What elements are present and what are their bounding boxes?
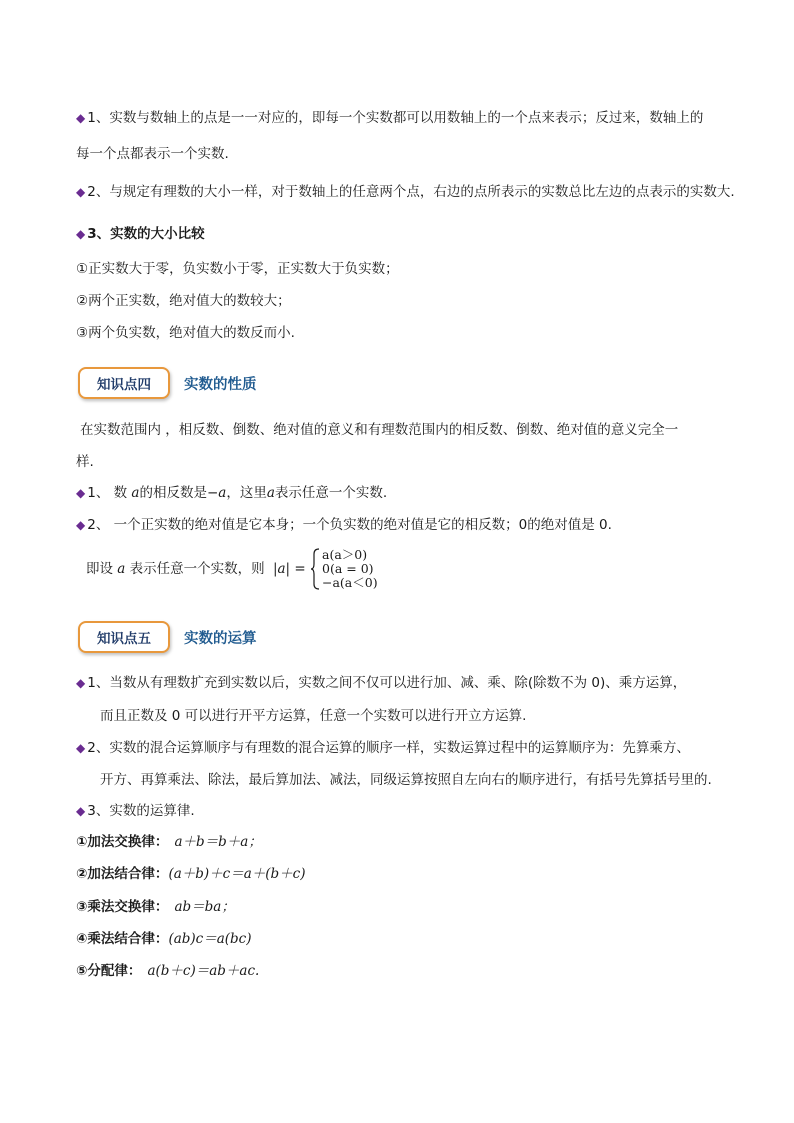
diamond-bullet-icon: ◆ — [76, 804, 86, 818]
section-5-title: 实数的运算 — [184, 630, 257, 647]
s4-item-2: ◆ 2、 一个正实数的绝对值是它本身；一个负实数的绝对值是它的相反数；0的绝对值是 0. — [76, 517, 612, 533]
section-4-badge: 知识点四 — [78, 367, 170, 399]
s3-rule-2: ②两个正实数，绝对值大的数较大； — [76, 293, 291, 309]
s4-intro-line-2: 样. — [76, 454, 94, 470]
s5-paragraph-2-line-2: 开方、再算乘法、除法，最后算加法、减法，同级运算按照自左向右的顺序进行，有括号先算括号里的. — [100, 772, 712, 788]
law-2: ②加法结合律：(a＋b)＋c＝a＋(b＋c) — [76, 866, 306, 882]
law-1: ①加法交换律： a＋b＝b＋a； — [76, 834, 262, 850]
section-5-header — [78, 618, 257, 656]
case-2: 0(a = 0) — [322, 561, 374, 576]
left-brace-icon — [310, 548, 320, 590]
s5-paragraph-2-line-1: ◆ 2、实数的混合运算顺序与有理数的混合运算的顺序一样，实数运算过程中的运算顺序为：先算乘方、 — [76, 740, 690, 756]
diamond-bullet-icon: ◆ — [76, 486, 86, 500]
diamond-bullet-icon: ◆ — [76, 227, 86, 241]
diamond-bullet-icon: ◆ — [76, 185, 86, 199]
law-4: ④乘法结合律：(ab)c＝a(bc) — [76, 931, 252, 947]
s3-rule-3: ③两个负实数，绝对值大的数反而小. — [76, 325, 295, 341]
piecewise-cases — [310, 548, 378, 590]
s4-abs-formula: 即设 a 表示任意一个实数，则 |a| = a(a＞0) 0(a = 0) −a(a＜0) — [86, 547, 378, 590]
case-3: −a(a＜0) — [322, 575, 378, 590]
s5-paragraph-1-line-1: ◆ 1、当数从有理数扩充到实数以后，实数之间不仅可以进行加、减、乘、除(除数不为 0)、乘方运算， — [76, 675, 687, 691]
law-5: ⑤分配律： a(b＋c)＝ab＋ac. — [76, 963, 260, 979]
s3-rule-1: ①正实数大于零，负实数小于零，正实数大于负实数； — [76, 261, 399, 277]
s3-paragraph-2: ◆ 2、与规定有理数的大小一样，对于数轴上的任意两个点，右边的点所表示的实数总比左边的点表示的实数大. — [76, 184, 735, 200]
s3-paragraph-1-line-1: ◆ 1、实数与数轴上的点是一一对应的，即每一个实数都可以用数轴上的一个点来表示；反过来，数轴上的 — [76, 110, 704, 126]
diamond-bullet-icon: ◆ — [76, 111, 86, 125]
diamond-bullet-icon: ◆ — [76, 741, 86, 755]
s5-paragraph-1-line-2: 而且正数及 0 可以进行开平方运算，任意一个实数可以进行开立方运算. — [100, 708, 527, 724]
diamond-bullet-icon: ◆ — [76, 676, 86, 690]
diamond-bullet-icon: ◆ — [76, 518, 86, 532]
section-4-title: 实数的性质 — [184, 376, 257, 393]
s4-intro-line-1: 在实数范围内 ，相反数、倒数、绝对值的意义和有理数范围内的相反数、倒数、绝对值的意义完全一 — [80, 422, 679, 438]
section-5-badge: 知识点五 — [78, 621, 170, 653]
s3-paragraph-3-title: ◆ 3、实数的大小比较 — [76, 226, 205, 242]
s5-paragraph-3: ◆ 3、实数的运算律. — [76, 803, 195, 819]
section-4-header — [78, 364, 257, 402]
law-3: ③乘法交换律： ab＝ba； — [76, 899, 235, 915]
case-1: a(a＞0) — [322, 547, 368, 562]
s4-item-1: ◆ 1、 数 a的相反数是−a，这里a表示任意一个实数. — [76, 485, 388, 501]
s3-paragraph-1-line-2: 每一个点都表示一个实数. — [76, 146, 229, 162]
